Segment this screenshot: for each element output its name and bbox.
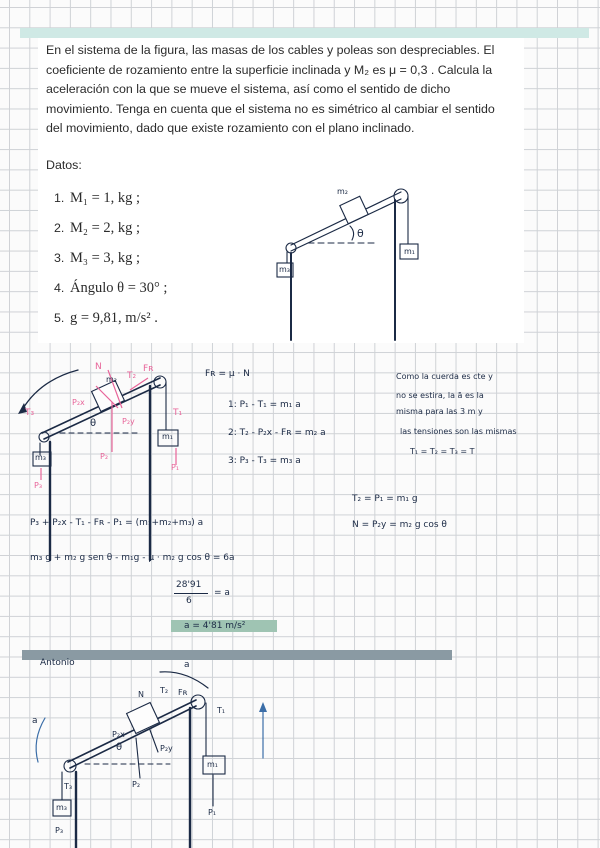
note-fr: Fʀ = μ · N [205,369,250,379]
data-item: 4. Ángulo θ = 30° ; [54,280,168,296]
note-frac-eq: = a [214,588,230,598]
note-comment-4: las tensiones son las mismas [400,427,517,436]
fbd2-label-p2x: P₂x [112,730,125,739]
note-frac-num: 28'91 [176,580,202,590]
fbd2-label-fr: Fʀ [178,688,188,697]
figure-label-m3: m₃ [279,265,290,274]
note-n: N = P₂y = m₂ g cos θ [352,520,447,530]
fbd2-label-p2y: P₂y [160,744,173,753]
note-sum-eq: P₃ + P₂x - T₁ - Fʀ - P₁ = (m₁+m₂+m₃) a [30,518,204,528]
fbd2-label-t2: T₂ [160,686,169,695]
data-item: 5. g = 9,81, m/s² . [54,310,158,326]
note-comment-1: Como la cuerda es cte y [396,372,493,381]
note-comment-5: T₁ = T₂ = T₃ = T [410,447,475,456]
fbd2-label-a-top: a [184,660,190,670]
note-eq3: 3: P₃ - T₃ = m₃ a [228,456,301,466]
fbd1-label-p2y: P₂y [122,417,135,426]
note-t2: T₂ = P₁ = m₁ g [352,494,418,504]
fbd1-label-p2x: P₂x [72,398,85,407]
note-eq1: 1: P₁ - T₁ = m₁ a [228,400,301,410]
fbd1-label-theta: θ [90,418,97,429]
note-result: a = 4'81 m/s² [184,621,246,631]
fbd2-label-t1: T₁ [217,706,226,715]
note-frac-den: 6 [186,596,192,606]
fbd1-label-p1: P₁ [171,463,180,472]
fbd1-label-n: N [95,362,102,372]
data-item: 2. M₂ = 2, kg ; [54,220,141,236]
fbd1-label-p3: P₃ [34,481,43,490]
fbd2-label-p3: P₃ [55,826,64,835]
fbd2-label-p1: P₁ [208,808,217,817]
block-m2-icon [127,703,160,734]
fbd2-label-theta: θ [116,742,123,753]
fbd1-label-p2: P₂ [100,452,109,461]
fbd2-label-m1: m₁ [207,760,218,769]
fbd1-label-fr: Fʀ [143,364,154,374]
fbd1-label-t2: T₂ [127,371,137,381]
fbd1-label-m2: m₂ [106,375,117,384]
note-eq2: 2: T₂ - P₂x - Fʀ = m₂ a [228,428,326,438]
fbd1-label-m1: m₁ [162,432,173,441]
fbd2-label-a-left: a [32,716,38,726]
note-expand-eq: m₃ g + m₂ g sen θ - m₁g - μ · m₂ g cos θ = 6a [30,553,235,563]
fbd1-label-m3: m₃ [35,453,46,462]
figure-label-theta: θ [357,227,364,240]
fbd2-label-n: N [138,690,144,699]
fbd1-label-t1: T₁ [173,408,183,418]
problem-text: En el sistema de la figura, las masas de los cables y poleas son despreciables. El coeficiente de rozamiento entre la superficie inclinada y M₂ es μ = 0,3 . Calcula la aceleración con la que se mueve el sistema, así como el sentido de dicho movimiento. Tenga en cuenta que el sistema no es simétrico al cambiar el sentido del movimiento, dado que existe rozamiento con el plano inclinado. [46,43,495,136]
figure-label-m2: m₂ [337,187,348,196]
fbd2-label-m3: m₃ [56,803,67,812]
note-comment-3: misma para las 3 m y [396,407,483,416]
note-comment-2: no se estira, la ā es la [396,391,484,400]
author-name: Antonio [40,658,75,668]
fbd1-label-t3: T₃ [25,408,35,418]
data-item: 1. M₁ = 1, kg ; [54,190,141,206]
figure-label-m1: m₁ [404,247,415,256]
data-label: Datos: [46,158,82,172]
fbd2-label-p2: P₂ [132,780,141,789]
data-item: 3. M₃ = 3, kg ; [54,250,141,266]
fbd2-label-t3: T₃ [64,782,73,791]
